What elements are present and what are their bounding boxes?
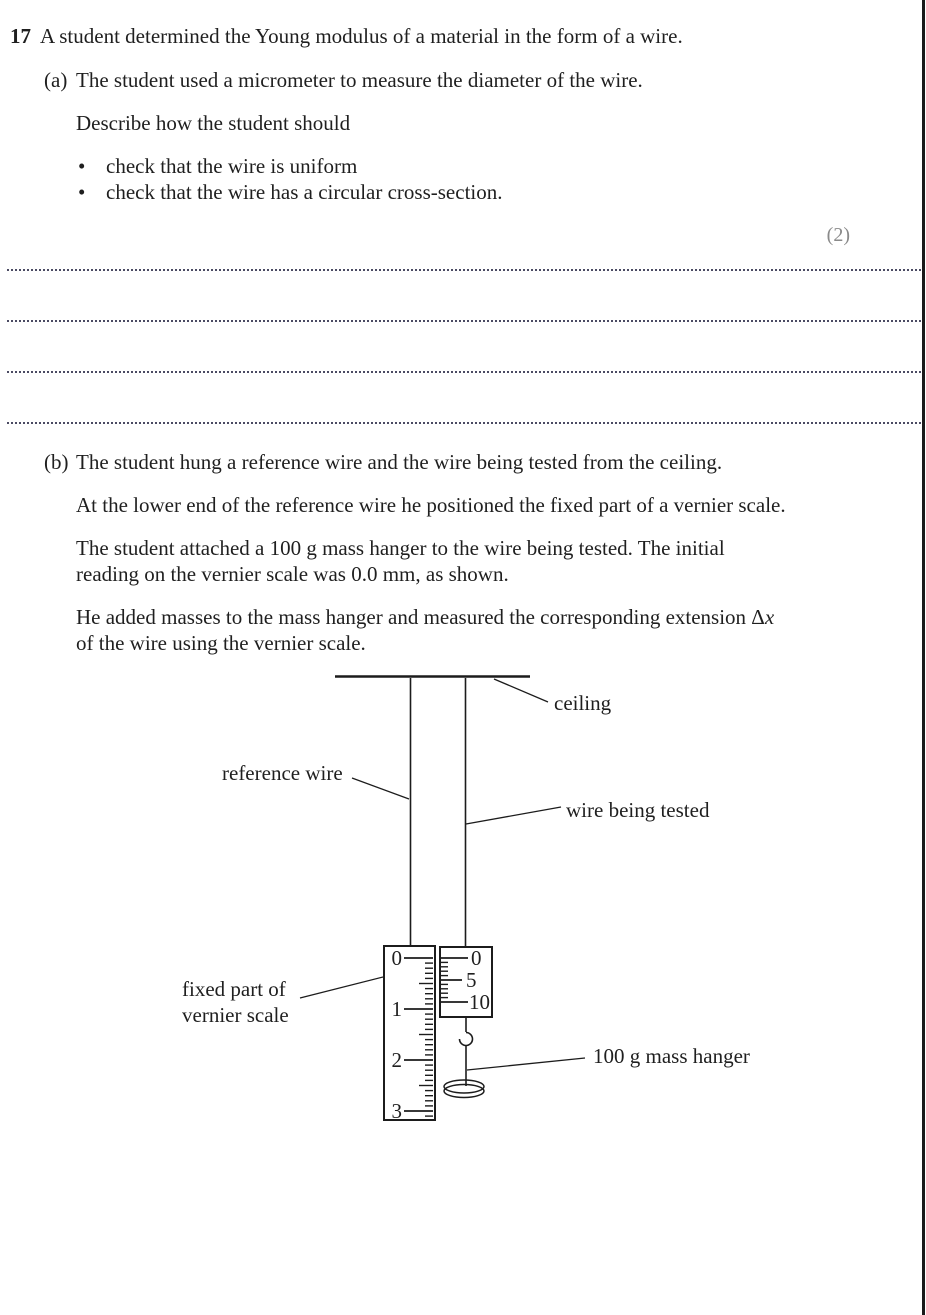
reference-wire-pointer-line — [352, 778, 409, 799]
part-b-para2: At the lower end of the reference wire he positioned the fixed part of a vernier scale. — [76, 493, 786, 517]
question-intro: A student determined the Young modulus of a material in the form of a wire. — [40, 24, 683, 48]
mass-hanger-label: 100 g mass hanger — [593, 1044, 750, 1068]
part-b-para3-line1: The student attached a 100 g mass hanger to the wire being tested. The initial — [76, 536, 725, 560]
bullet-item: check that the wire has a circular cross-section. — [106, 180, 503, 204]
part-b-para4-line2: of the wire using the vernier scale. — [76, 631, 366, 655]
question-number: 17 — [10, 24, 31, 48]
mass-hanger-pointer-line — [467, 1058, 585, 1070]
part-a-label: (a) — [44, 68, 68, 92]
mass-hanger-hook — [460, 1033, 473, 1046]
delta-x-variable: x — [764, 605, 775, 629]
fixed-scale-number: 2 — [391, 1048, 402, 1072]
part-b-para1: The student hung a reference wire and the wire being tested from the ceiling. — [76, 450, 723, 474]
fixed-scale-minor-ticks — [419, 963, 433, 1116]
ceiling-label: ceiling — [554, 691, 612, 715]
bullet-marker: • — [78, 180, 86, 204]
vernier-scale-number: 10 — [469, 990, 490, 1014]
vernier-scale-number: 5 — [466, 968, 477, 992]
part-b-para3-line2: reading on the vernier scale was 0.0 mm, as shown. — [76, 562, 509, 586]
ceiling-pointer-line — [494, 679, 548, 702]
vernier-scale-number: 0 — [471, 946, 482, 970]
part-a-text: The student used a micrometer to measure the diameter of the wire. — [76, 68, 643, 92]
fixed-scale-number: 0 — [391, 946, 402, 970]
marks-badge: (2) — [826, 224, 850, 246]
part-a-prompt: Describe how the student should — [76, 111, 351, 135]
para4-text: He added masses to the mass hanger and measured the corresponding extension Δ — [76, 605, 765, 629]
part-b-label: (b) — [44, 450, 69, 474]
bullet-marker: • — [78, 154, 86, 178]
page-right-border — [922, 0, 925, 1315]
fixed-part-pointer-line — [300, 977, 383, 998]
tested-wire-pointer-line — [466, 807, 561, 824]
wire-tested-label: wire being tested — [566, 798, 710, 822]
fixed-part-label-line2: vernier scale — [182, 1003, 289, 1027]
bullet-item: check that the wire is uniform — [106, 154, 358, 178]
fixed-scale-box — [384, 946, 435, 1120]
fixed-part-label-line1: fixed part of — [182, 977, 286, 1001]
fixed-scale-number: 1 — [391, 997, 402, 1021]
fixed-scale-number: 3 — [391, 1099, 402, 1123]
reference-wire-label: reference wire — [222, 761, 343, 785]
